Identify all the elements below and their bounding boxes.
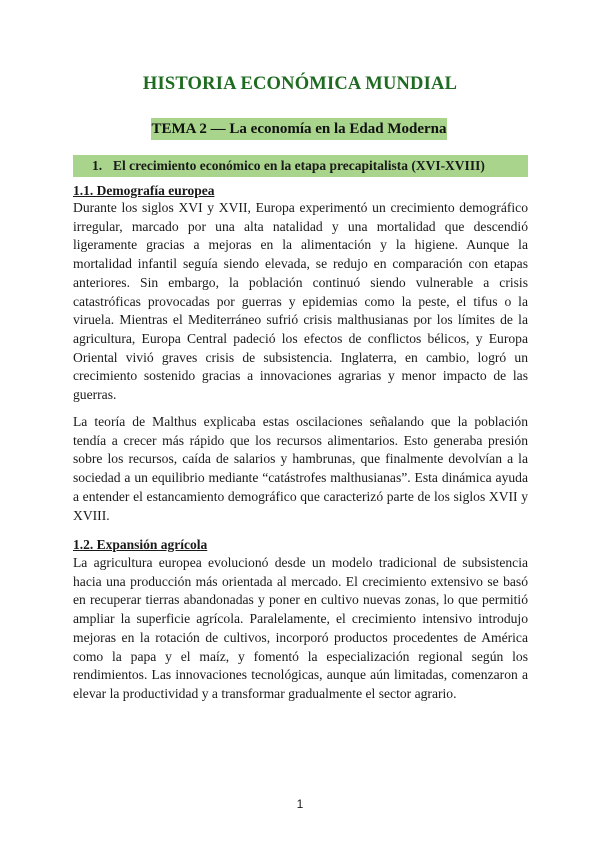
- paragraph-expansion-1: La agricultura europea evolucionó desde un modelo tradicional de subsistencia hacia una producción más orientada al mercado. El crecimiento extensivo se basó en recuperar tierras abandonadas y poner en cultivo nuevas zonas, lo que permitió ampliar la superficie agrícola. Paralelamente, el crecimiento intensivo introdujo mejoras en la rotación de cultivos, incorporó productos procedentes de América como la papa y el maíz, y fomentó la especialización regional según los rendimientos. Las innovaciones tecnológicas, aunque aún limitadas, comenzaron a elevar la productividad y a transformar gradualmente el sector agrario.: [73, 555, 528, 701]
- subsection-heading-demografia: 1.1. Demografía europea: [73, 183, 215, 198]
- paragraph-demografia-1: Durante los siglos XVI y XVII, Europa experimentó un crecimiento demográfico irregular, marcado por una alta natalidad y una mortalidad que descendió ligeramente gracias a mejoras en la alimentación y la higiene. Aunque la mortalidad infantil seguía siendo elevada, se redujo en comparación con etapas anteriores. Sin embargo, la población continuó siendo vulnerable a crisis catastróficas provocadas por guerras y epidemias como la peste, el tifus o la viruela. Mientras el Mediterráneo sufrió crisis malthusianas por los límites de la agricultura, Europa Central padeció los efectos de conflictos bélicos, y Europa Oriental vivió graves crisis de subsistencia. Inglaterra, en cambio, logró un crecimiento sostenido gracias a innovaciones agrarias y menor impacto de las guerras.: [73, 200, 528, 403]
- subsection-heading-expansion: 1.2. Expansión agrícola: [73, 537, 208, 552]
- section-title: El crecimiento económico en la etapa precapitalista (XVI-XVIII): [113, 158, 485, 173]
- section-number: 1.: [92, 158, 103, 173]
- document-title: HISTORIA ECONÓMICA MUNDIAL: [142, 74, 458, 94]
- section-heading: [73, 155, 528, 177]
- paragraph-demografia-2: La teoría de Malthus explicaba estas oscilaciones señalando que la población tendía a crecer más rápido que los recursos alimentarios. Esto generaba presión sobre los recursos, caída de salarios y hambrunas, que finalmente devolvían a la sociedad a un equilibrio mediante “catástrofes malthusianas”. Esta dinámica ayuda a entender el estancamiento demográfico que caracterizó parte de los siglos XVII y XVIII.: [73, 414, 528, 523]
- tema-heading: TEMA 2 — La economía en la Edad Moderna: [151, 118, 447, 140]
- page-number: 1: [296, 797, 304, 811]
